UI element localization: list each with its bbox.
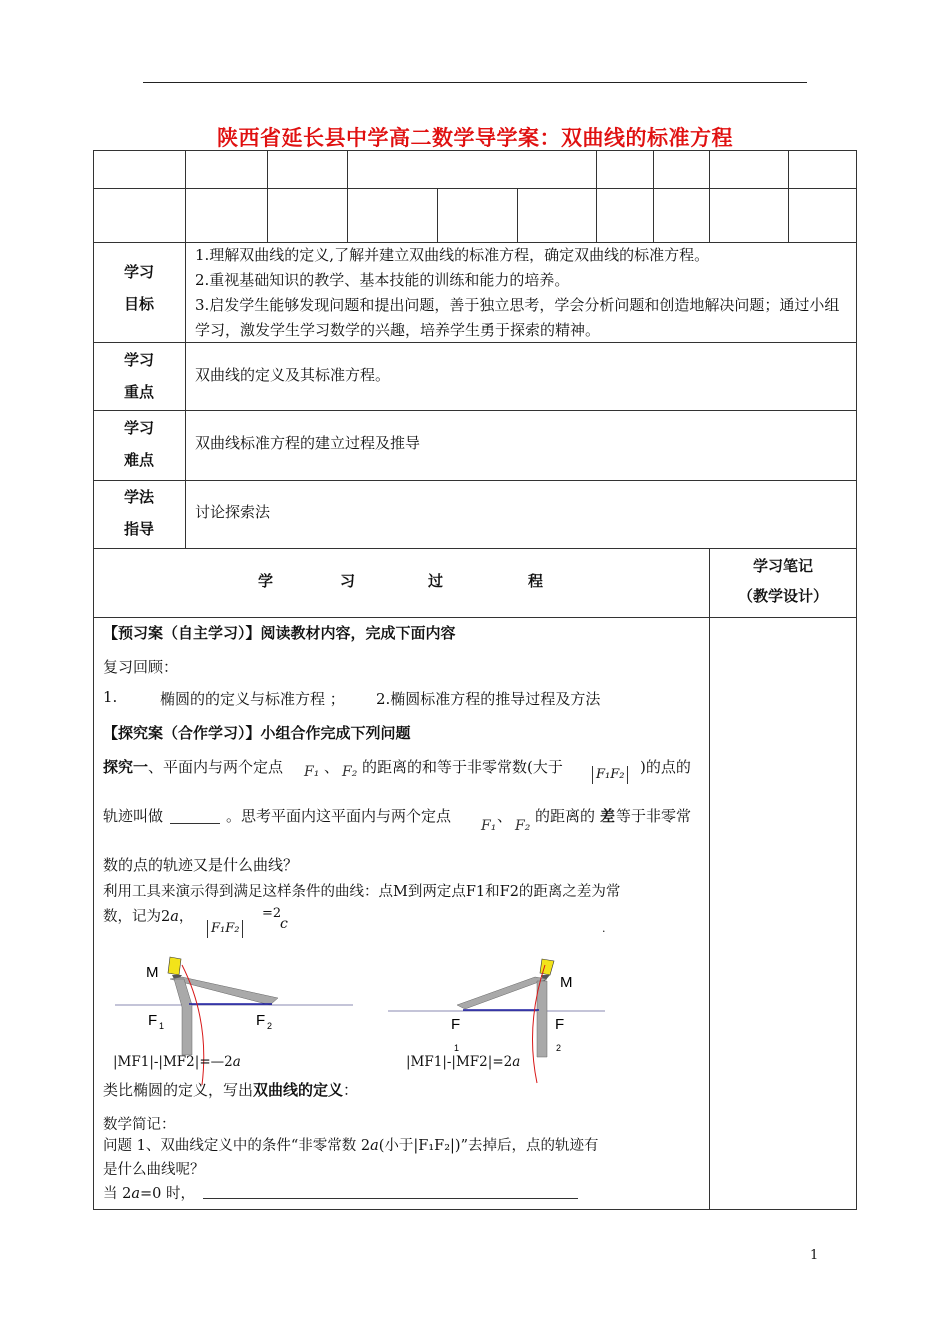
review-item-number: 1.	[103, 688, 118, 706]
objective-item: 3.启发学生能够发现问题和提出问题，善于独立思考，学会分析问题和创造地解决问题；通过小组学习，激发学生学习数学的兴趣，培养学生勇于探索的精神。	[195, 296, 840, 339]
analogy-text: ：	[343, 1081, 359, 1099]
when-text: =0 时，	[140, 1186, 195, 1202]
review-label: 复习回顾：	[103, 658, 179, 676]
preview-heading: 【预习案（自主学习）】阅读教材内容，完成下面内容	[103, 624, 456, 642]
review-item: 2.椭圆标准方程的推导过程及方法	[376, 690, 601, 708]
explore-line	[103, 756, 283, 777]
point-f1-subscript: 1	[454, 1043, 460, 1053]
explore-text: 数的点的轨迹又是什么曲线？	[103, 856, 299, 874]
grid-line	[517, 188, 518, 242]
grid-line	[596, 150, 597, 242]
point-m-label: M	[560, 974, 573, 991]
caption-text: |MF1|-|MF2|=2	[406, 1054, 513, 1070]
objective-item: 2.重视基础知识的教学、基本技能的训练和能力的培养。	[195, 271, 570, 289]
grid-line	[185, 242, 186, 548]
rope-arm	[174, 979, 192, 1055]
notes-header	[709, 551, 857, 611]
focus-label	[93, 344, 185, 408]
point-f1-label: F	[148, 1012, 158, 1029]
focus-label-2: 重点	[123, 383, 154, 401]
method-label-2: 指导	[123, 520, 154, 538]
question-text: (小于|F₁F₂|)”去掉后，点的轨迹有	[378, 1138, 599, 1154]
explore-text: 的距离的和等于非零常数(大于	[362, 758, 563, 776]
page-number: 1	[810, 1248, 819, 1263]
grid-line	[93, 410, 857, 411]
grid-line	[709, 150, 710, 242]
focus-text: 双曲线的定义及其标准方程。	[195, 366, 391, 384]
explore-text: 、平面内与两个定点	[148, 758, 284, 776]
var-a: a	[131, 1186, 140, 1202]
point-f2-label: F	[555, 1016, 565, 1033]
point-f2-subscript: 2	[267, 1021, 273, 1031]
review-item: 椭圆的的定义与标准方程 ；	[160, 690, 345, 708]
explore-text: )的点的	[640, 758, 691, 776]
point-m-label: M	[146, 964, 159, 981]
var-a: a	[170, 909, 179, 925]
abs-f1f2	[592, 764, 628, 784]
grid-line	[653, 150, 654, 242]
question-1-cont: 是什么曲线呢？	[103, 1162, 205, 1178]
question-1	[103, 1134, 599, 1155]
grid-line	[93, 188, 857, 189]
explore-text: 等于非零常	[616, 807, 692, 825]
rope-arm	[537, 981, 547, 1057]
abs-f1f2	[207, 918, 243, 938]
explore-text: 的距离的	[535, 807, 596, 825]
var-a: a	[232, 1054, 241, 1070]
objective-item: 1.理解双曲线的定义,了解并建立双曲线的标准方程，确定双曲线的标准方程。	[195, 246, 710, 264]
point-f1-subscript: 1	[159, 1021, 165, 1031]
process-char: 习	[340, 572, 356, 590]
caption-text: |MF1|-|MF2|=—2	[113, 1054, 233, 1070]
grid-line	[788, 150, 789, 242]
point-f2-subscript: 2	[556, 1043, 562, 1053]
difficulty-label-2: 难点	[123, 451, 154, 469]
process-char: 过	[428, 572, 444, 590]
objectives-label	[93, 256, 185, 320]
separator: 、	[324, 758, 340, 776]
var-a: a	[512, 1054, 521, 1070]
analogy-keyword: 双曲线的定义	[253, 1081, 344, 1099]
analogy-line	[103, 1079, 358, 1100]
grid-line	[93, 480, 857, 481]
explore-label: 探究一	[103, 758, 149, 776]
var-a: a	[370, 1138, 379, 1154]
objectives-label-2: 目标	[123, 295, 154, 313]
header-rule	[143, 82, 807, 83]
abs-value: F₁F₂	[592, 766, 628, 784]
abs-value: F₁F₂	[207, 920, 243, 938]
eq-rhs: =2	[262, 906, 282, 921]
notes-header-1: 学习笔记	[752, 557, 813, 575]
grid-line	[347, 150, 348, 242]
f2-symbol: F₂	[515, 818, 531, 834]
var-c: c	[280, 916, 288, 932]
difficulty-label	[93, 412, 185, 476]
explore-text: 轨迹叫做	[103, 807, 164, 825]
blank-line	[170, 805, 220, 824]
difference-word: 差	[600, 807, 616, 825]
method-text: 讨论探索法	[195, 503, 271, 521]
grid-line	[267, 150, 268, 242]
f1-symbol: F₁	[304, 764, 320, 780]
point-f2-label: F	[256, 1012, 266, 1029]
tool-text: 利用工具来演示得到满足这样条件的曲线：点M到两定点F1和F2的距离之差为常	[103, 884, 621, 900]
math-note: 数学简记：	[103, 1117, 176, 1133]
process-char: 学	[258, 572, 274, 590]
explore-heading: 【探究案（合作学习）】小组合作完成下列问题	[103, 724, 411, 742]
f2-symbol: F₂	[342, 764, 358, 780]
figure-caption-right	[406, 1054, 520, 1070]
objectives-label-1: 学习	[123, 263, 154, 281]
page-title: 陕西省延长县中学高二数学导学案：双曲线的标准方程	[217, 125, 733, 150]
focus-label-1: 学习	[123, 351, 154, 369]
explore-text: 。思考平面内这平面内与两个定点	[226, 807, 452, 825]
when-line	[103, 1182, 195, 1203]
grid-line	[709, 548, 710, 1210]
tool-text-part: 数，记为2	[103, 909, 171, 925]
separator: 、	[497, 807, 513, 825]
difficulty-label-1: 学习	[123, 419, 154, 437]
ruler-arm	[457, 977, 547, 1009]
tool-text	[103, 905, 193, 926]
notes-header-2: （教学设计）	[737, 587, 828, 605]
answer-line[interactable]	[203, 1198, 578, 1199]
method-label	[93, 481, 185, 545]
figure-caption-left	[113, 1054, 241, 1070]
difficulty-text: 双曲线标准方程的建立过程及推导	[195, 434, 421, 452]
analogy-text: 类比椭圆的定义，写出	[103, 1081, 254, 1099]
stray-dot: .	[602, 922, 606, 935]
f1-symbol: F₁	[481, 818, 497, 834]
pen-icon	[168, 957, 181, 975]
question-text: 问题 1、双曲线定义中的条件“非零常数 2	[103, 1138, 371, 1154]
objectives-list	[195, 243, 851, 343]
method-label-1: 学法	[123, 488, 154, 506]
grid-line	[437, 188, 438, 242]
grid-line	[185, 150, 186, 242]
grid-line	[93, 617, 857, 618]
answer-blank[interactable]	[170, 805, 220, 823]
when-text: 当 2	[103, 1186, 132, 1202]
point-f1-label: F	[451, 1016, 461, 1033]
tool-text-part: ，	[178, 909, 194, 925]
process-char: 程	[528, 572, 544, 590]
grid-line	[93, 548, 857, 549]
